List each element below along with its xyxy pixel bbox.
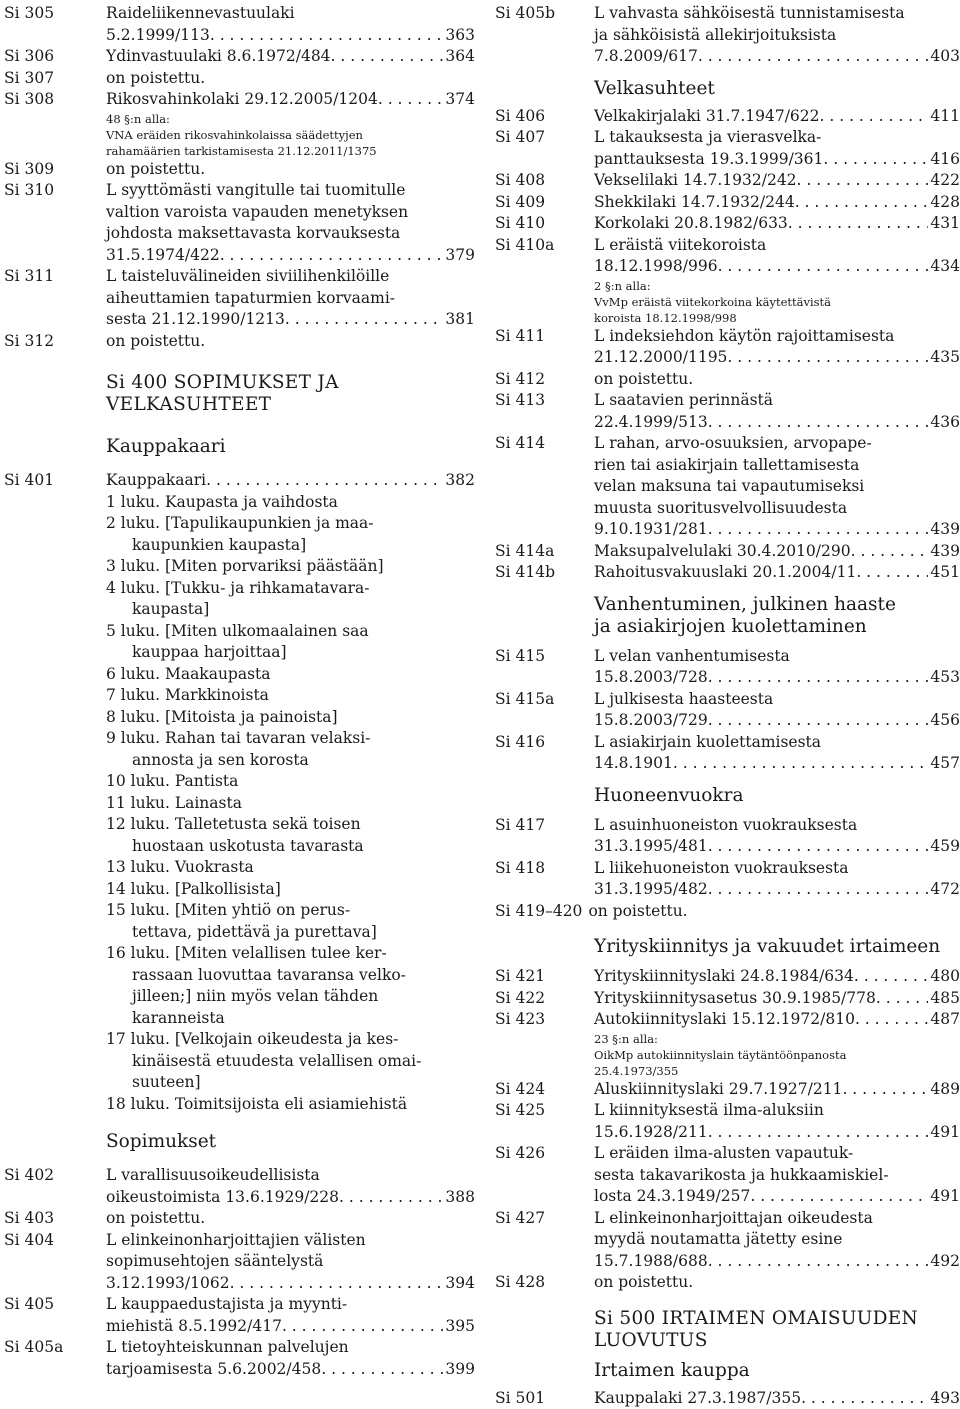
entry-title: valtion varoista vapauden menetyksen — [106, 202, 475, 224]
chapter-line: kinäisestä etuudesta velallisen omai- — [106, 1051, 475, 1073]
entry-code: Si 312 — [0, 331, 106, 353]
entry-si-426 — [495, 1143, 960, 1208]
entry-si-311 — [0, 266, 475, 331]
chapter-line: 4 luku. [Tukku- ja rihkamatavara- — [106, 578, 475, 600]
entry-code: Si 404 — [0, 1230, 106, 1295]
entry-date: 14.8.1901 — [594, 753, 673, 775]
entry-si-425 — [495, 1100, 960, 1143]
entry-date: 15.8.2003/728 — [594, 667, 708, 689]
entry-title: L taisteluvälineiden siviilihenkilöille — [106, 266, 475, 288]
chapter-line: 15 luku. [Miten yhtiö on perus- — [106, 900, 475, 922]
entry-code: Si 428 — [495, 1272, 594, 1294]
page-number[interactable]: 394 — [443, 1273, 475, 1295]
entry-title: Velkakirjalaki 31.7.1947/622 — [594, 106, 820, 128]
entry-title: johdosta maksettavasta korvauksesta — [106, 223, 475, 245]
entry-title: on poistettu. — [106, 331, 475, 353]
chapter-item — [106, 621, 475, 664]
entry-title: velan maksuna tai vapautumiseksi — [594, 476, 960, 498]
entry-si-310 — [0, 180, 475, 266]
page-number[interactable]: 435 — [928, 347, 960, 369]
chapter-item — [106, 814, 475, 857]
entry-title: on poistettu. — [106, 68, 475, 90]
entry-code: Si 414a — [495, 541, 594, 563]
entry-si-309 — [0, 159, 475, 181]
chapter-item — [106, 857, 475, 879]
entry-date: 15.8.2003/729 — [594, 710, 708, 732]
entry-title: Kauppalaki 27.3.1987/355 — [594, 1388, 801, 1409]
entry-code: Si 417 — [495, 815, 594, 858]
entry-code: Si 416 — [495, 732, 594, 775]
page-number[interactable]: 395 — [443, 1316, 475, 1338]
entry-date: losta 24.3.1949/257 — [594, 1186, 750, 1208]
page-number[interactable]: 456 — [928, 710, 960, 732]
entry-title: L takauksesta ja vierasvelka- — [594, 127, 960, 149]
page-number[interactable]: 374 — [443, 89, 475, 111]
page-number[interactable]: 439 — [928, 519, 960, 541]
chapter-item — [106, 900, 475, 943]
section-heading-si-500 — [594, 1308, 960, 1352]
entry-code: Si 414b — [495, 562, 594, 584]
page-number[interactable]: 491 — [928, 1186, 960, 1208]
entry-note: VvMp eräistä viitekorkoina käytettävistä — [594, 294, 960, 310]
subheading-yrityskiinnitys: Yrityskiinnitys ja vakuudet irtaimeen — [594, 936, 960, 958]
page-number[interactable]: 459 — [928, 836, 960, 858]
page-number[interactable]: 431 — [928, 213, 960, 235]
entry-si-415 — [495, 646, 960, 689]
entry-code: Si 501 — [495, 1388, 594, 1409]
entry-si-405a — [0, 1337, 475, 1380]
entry-si-424 — [495, 1079, 960, 1101]
page-number[interactable]: 436 — [928, 412, 960, 434]
entry-title: Vekselilaki 14.7.1932/242 — [594, 170, 797, 192]
entry-code: Si 412 — [495, 369, 594, 391]
entry-note: 48 §:n alla: — [106, 111, 475, 127]
entry-date: panttauksesta 19.3.1999/361 — [594, 149, 823, 171]
entry-title: Shekkilaki 14.7.1932/244 — [594, 192, 795, 214]
entry-code: Si 426 — [495, 1143, 594, 1208]
entry-date: 31.3.1995/481 — [594, 836, 708, 858]
entry-code: Si 410 — [495, 213, 594, 235]
entry-si-422 — [495, 988, 960, 1010]
entry-title: L syyttömästi vangitulle tai tuomitulle — [106, 180, 475, 202]
entry-title: Kauppakaari — [106, 470, 206, 492]
entry-si-418 — [495, 858, 960, 901]
entry-si-307 — [0, 68, 475, 90]
page-number[interactable]: 493 — [928, 1388, 960, 1409]
entry-si-427 — [495, 1208, 960, 1273]
page-number[interactable]: 434 — [928, 256, 960, 278]
entry-date: 15.6.1928/211 — [594, 1122, 708, 1144]
entry-code: Si 405 — [0, 1294, 106, 1337]
page-number[interactable]: 422 — [928, 170, 960, 192]
section-heading-line: Si 500 IRTAIMEN OMAISUUDEN — [594, 1308, 960, 1330]
chapter-line: 11 luku. Lainasta — [106, 793, 475, 815]
entry-code: Si 410a — [495, 235, 594, 326]
entry-title: L rahan, arvo-osuuksien, arvopape- — [594, 433, 960, 455]
entry-date: tarjoamisesta 5.6.2002/458 — [106, 1359, 321, 1381]
entry-title: sopimusehtojen sääntelystä — [106, 1251, 475, 1273]
entry-title: L liikehuoneiston vuokrauksesta — [594, 858, 960, 880]
entry-code: Si 424 — [495, 1079, 594, 1101]
entry-si-414a — [495, 541, 960, 563]
entry-title: Maksupalvelulaki 30.4.2010/290 — [594, 541, 851, 563]
subheading-irtaimen-kauppa: Irtaimen kauppa — [594, 1360, 960, 1382]
page-number[interactable]: 457 — [928, 753, 960, 775]
entry-code: Si 415a — [495, 689, 594, 732]
entry-title: Aluskiinnityslaki 29.7.1927/211 — [594, 1079, 842, 1101]
entry-title: Rahoitusvakuuslaki 20.1.2004/11 — [594, 562, 856, 584]
right-column — [495, 0, 960, 1409]
entry-date: 31.5.1974/422 — [106, 245, 220, 267]
entry-code: Si 310 — [0, 180, 106, 266]
chapter-line: 5 luku. [Miten ulkomaalainen saa — [106, 621, 475, 643]
entry-si-406 — [495, 106, 960, 128]
chapter-item — [106, 513, 475, 556]
subheading-line: ja asiakirjojen kuolettaminen — [594, 616, 960, 638]
entry-si-411 — [495, 326, 960, 369]
chapter-line: tettava, pidettävä ja purettava] — [106, 922, 475, 944]
entry-code: Si 422 — [495, 988, 594, 1010]
page-number[interactable]: 451 — [928, 562, 960, 584]
entry-si-401 — [0, 470, 475, 1115]
page-number[interactable]: 439 — [928, 541, 960, 563]
entry-code: Si 308 — [0, 89, 106, 159]
chapter-item — [106, 1029, 475, 1094]
entry-code: Si 403 — [0, 1208, 106, 1230]
chapter-line: 9 luku. Rahan tai tavaran velaksi- — [106, 728, 475, 750]
page-number[interactable]: 363 — [443, 25, 475, 47]
chapter-line: jilleen;] niin myös velan tähden — [106, 986, 475, 1008]
entry-date: 15.7.1988/688 — [594, 1251, 708, 1273]
entry-note: rahamäärien tarkistamisesta 21.12.2011/1375 — [106, 143, 475, 159]
entry-si-407 — [495, 127, 960, 170]
entry-title: ja sähköisistä allekirjoituksista — [594, 25, 960, 47]
chapter-item — [106, 707, 475, 729]
entry-si-414 — [495, 433, 960, 541]
entry-si-415a — [495, 689, 960, 732]
left-column — [0, 0, 475, 1380]
entry-date: 3.12.1993/1062 — [106, 1273, 230, 1295]
entry-si-413 — [495, 390, 960, 433]
entry-code: Si 413 — [495, 390, 594, 433]
entry-code: Si 423 — [495, 1009, 594, 1079]
page-number[interactable]: 472 — [928, 879, 960, 901]
entry-title: L elinkeinonharjoittajan oikeudesta — [594, 1208, 960, 1230]
chapter-line: huostaan uskotusta tavarasta — [106, 836, 475, 858]
entry-date: oikeustoimista 13.6.1929/228 — [106, 1187, 339, 1209]
chapter-line: kaupunkien kaupasta] — [106, 535, 475, 557]
chapter-line: suuteen] — [106, 1072, 475, 1094]
entry-note: VNA eräiden rikosvahinkolaissa säädettyjen — [106, 127, 475, 143]
chapter-item — [106, 879, 475, 901]
entry-title: sesta takavarikosta ja hukkaamiskiel- — [594, 1165, 960, 1187]
entry-code: Si 409 — [495, 192, 594, 214]
chapter-item — [106, 943, 475, 1029]
section-heading-line: LUOVUTUS — [594, 1330, 960, 1352]
entry-code: Si 419–420 — [495, 901, 588, 923]
entry-title: on poistettu. — [106, 159, 475, 181]
entry-code: Si 405b — [495, 3, 594, 68]
entry-date: 18.12.1998/996 — [594, 256, 718, 278]
entry-title: on poistettu. — [588, 901, 960, 923]
entry-date: 21.12.2000/1195 — [594, 347, 727, 369]
entry-code: Si 306 — [0, 46, 106, 68]
entry-date: miehistä 8.5.1992/417 — [106, 1316, 282, 1338]
chapter-item — [106, 728, 475, 771]
entry-si-414b — [495, 562, 960, 584]
entry-title: Raideliikennevastuulaki — [106, 3, 475, 25]
chapter-item — [106, 771, 475, 793]
section-heading-line: Si 400 SOPIMUKSET JA — [106, 372, 475, 394]
entry-si-410 — [495, 213, 960, 235]
entry-note: koroista 18.12.1998/998 — [594, 310, 960, 326]
entry-date: 5.2.1999/113 — [106, 25, 210, 47]
entry-title: Ydinvastuulaki 8.6.1972/484 — [106, 46, 331, 68]
entry-si-412 — [495, 369, 960, 391]
page-number[interactable]: 379 — [443, 245, 475, 267]
entry-code: Si 425 — [495, 1100, 594, 1143]
entry-si-501 — [495, 1388, 960, 1409]
entry-title: L vahvasta sähköisestä tunnistamisesta — [594, 3, 960, 25]
subheading-velkasuhteet: Velkasuhteet — [594, 78, 960, 100]
subheading-kauppakaari: Kauppakaari — [106, 436, 475, 458]
entry-date: 22.4.1999/513 — [594, 412, 708, 434]
entry-title: Yrityskiinnitysasetus 30.9.1985/778 — [594, 988, 876, 1010]
entry-code: Si 418 — [495, 858, 594, 901]
entry-si-419-420 — [495, 901, 960, 923]
entry-date: 7.8.2009/617 — [594, 46, 698, 68]
section-heading-line: VELKASUHTEET — [106, 394, 475, 416]
entry-title: L eräiden ilma-alusten vapautuk- — [594, 1143, 960, 1165]
page-number[interactable]: 416 — [928, 149, 960, 171]
chapter-item — [106, 793, 475, 815]
entry-si-410a — [495, 235, 960, 326]
entry-note: 23 §:n alla: — [594, 1031, 960, 1047]
section-heading-si-400 — [106, 372, 475, 416]
entry-si-305 — [0, 3, 475, 46]
chapter-line: annosta ja sen korosta — [106, 750, 475, 772]
entry-code: Si 305 — [0, 3, 106, 46]
chapter-item — [106, 664, 475, 686]
entry-title: L kiinnityksestä ilma-aluksiin — [594, 1100, 960, 1122]
chapter-line: 18 luku. Toimitsijoista eli asiamiehistä — [106, 1094, 475, 1116]
page-number[interactable]: 491 — [928, 1122, 960, 1144]
entry-title: L saatavien perinnästä — [594, 390, 960, 412]
page-number[interactable]: 399 — [443, 1359, 475, 1381]
page-number[interactable]: 489 — [928, 1079, 960, 1101]
entry-si-408 — [495, 170, 960, 192]
entry-code: Si 402 — [0, 1165, 106, 1208]
entry-title: L eräistä viitekoroista — [594, 235, 960, 257]
entry-code: Si 309 — [0, 159, 106, 181]
chapter-line: 17 luku. [Velkojain oikeudesta ja kes- — [106, 1029, 475, 1051]
entry-si-403 — [0, 1208, 475, 1230]
entry-si-308 — [0, 89, 475, 159]
entry-note: 2 §:n alla: — [594, 278, 960, 294]
page-number[interactable]: 364 — [443, 46, 475, 68]
chapter-item — [106, 685, 475, 707]
page-number[interactable]: 403 — [928, 46, 960, 68]
entry-si-404 — [0, 1230, 475, 1295]
entry-code: Si 427 — [495, 1208, 594, 1273]
entry-title: on poistettu. — [106, 1208, 475, 1230]
page-number[interactable]: 388 — [443, 1187, 475, 1209]
page-number[interactable]: 428 — [928, 192, 960, 214]
entry-code: Si 311 — [0, 266, 106, 331]
entry-date: 31.3.1995/482 — [594, 879, 708, 901]
entry-code: Si 408 — [495, 170, 594, 192]
chapter-line: 10 luku. Pantista — [106, 771, 475, 793]
page-number[interactable]: 453 — [928, 667, 960, 689]
entry-title: myydä noutamatta jätetty esine — [594, 1229, 960, 1251]
chapter-line: 3 luku. [Miten porvariksi päästään] — [106, 556, 475, 578]
entry-si-417 — [495, 815, 960, 858]
entry-si-421 — [495, 966, 960, 988]
entry-si-405b — [495, 3, 960, 68]
entry-code: Si 414 — [495, 433, 594, 541]
entry-title: Yrityskiinnityslaki 24.8.1984/634 — [594, 966, 854, 988]
page-number[interactable]: 492 — [928, 1251, 960, 1273]
entry-date: 9.10.1931/281 — [594, 519, 708, 541]
entry-si-428 — [495, 1272, 960, 1294]
chapter-item — [106, 492, 475, 514]
entry-code: Si 307 — [0, 68, 106, 90]
entry-title: L asiakirjain kuolettamisesta — [594, 732, 960, 754]
subheading-sopimukset: Sopimukset — [106, 1131, 475, 1153]
entry-code: Si 405a — [0, 1337, 106, 1380]
entry-code: Si 406 — [495, 106, 594, 128]
page-number[interactable]: 411 — [928, 106, 960, 128]
chapter-line: karanneista — [106, 1008, 475, 1030]
entry-si-409 — [495, 192, 960, 214]
page-number[interactable]: 382 — [443, 470, 475, 492]
entry-title: on poistettu. — [594, 369, 960, 391]
chapter-line: 8 luku. [Mitoista ja painoista] — [106, 707, 475, 729]
chapter-line: 6 luku. Maakaupasta — [106, 664, 475, 686]
chapter-line: kaupasta] — [106, 599, 475, 621]
entry-title: L julkisesta haasteesta — [594, 689, 960, 711]
entry-title: rien tai asiakirjain tallettamisesta — [594, 455, 960, 477]
entry-si-312 — [0, 331, 475, 353]
page-number[interactable]: 487 — [928, 1009, 960, 1031]
entry-date: sesta 21.12.1990/1213 — [106, 309, 285, 331]
entry-si-306 — [0, 46, 475, 68]
chapter-item — [106, 1094, 475, 1116]
entry-title: L indeksiehdon käytön rajoittamisesta — [594, 326, 960, 348]
entry-si-402 — [0, 1165, 475, 1208]
chapter-line: 13 luku. Vuokrasta — [106, 857, 475, 879]
entry-title: L velan vanhentumisesta — [594, 646, 960, 668]
entry-title: on poistettu. — [594, 1272, 960, 1294]
entry-title: L tietoyhteiskunnan palvelujen — [106, 1337, 475, 1359]
subheading-huoneenvuokra: Huoneenvuokra — [594, 785, 960, 807]
entry-title: Rikosvahinkolaki 29.12.2005/1204 — [106, 89, 378, 111]
page-number[interactable]: 485 — [928, 988, 960, 1010]
entry-si-405 — [0, 1294, 475, 1337]
entry-title: Korkolaki 20.8.1982/633 — [594, 213, 788, 235]
chapter-line: rassaan luovuttaa tavaransa velko- — [106, 965, 475, 987]
entry-title: L elinkeinonharjoittajien välisten — [106, 1230, 475, 1252]
entry-code: Si 421 — [495, 966, 594, 988]
chapter-line: 12 luku. Talletetusta sekä toisen — [106, 814, 475, 836]
entry-title: muusta suoritusvelvollisuudesta — [594, 498, 960, 520]
entry-title: aiheuttamien tapaturmien korvaami- — [106, 288, 475, 310]
entry-title: L kauppaedustajista ja myynti- — [106, 1294, 475, 1316]
page-number[interactable]: 381 — [443, 309, 475, 331]
subheading-vanhentuminen — [594, 594, 960, 638]
entry-code: Si 411 — [495, 326, 594, 369]
subheading-line: Vanhentuminen, julkinen haaste — [594, 594, 960, 616]
chapter-line: kauppaa harjoittaa] — [106, 642, 475, 664]
entry-code: Si 407 — [495, 127, 594, 170]
chapter-line: 7 luku. Markkinoista — [106, 685, 475, 707]
chapter-line: 2 luku. [Tapulikaupunkien ja maa- — [106, 513, 475, 535]
chapter-line: 14 luku. [Palkollisista] — [106, 879, 475, 901]
chapter-line: 1 luku. Kaupasta ja vaihdosta — [106, 492, 475, 514]
entry-title: L asuinhuoneiston vuokrauksesta — [594, 815, 960, 837]
entry-title: L varallisuusoikeudellisista — [106, 1165, 475, 1187]
chapter-item — [106, 578, 475, 621]
entry-code: Si 415 — [495, 646, 594, 689]
entry-si-416 — [495, 732, 960, 775]
chapter-line: 16 luku. [Miten velallisen tulee ker- — [106, 943, 475, 965]
entry-note: 25.4.1973/355 — [594, 1063, 960, 1079]
entry-code: Si 401 — [0, 470, 106, 1115]
entry-note: OikMp autokiinnityslain täytäntöönpanosta — [594, 1047, 960, 1063]
page-number[interactable]: 480 — [928, 966, 960, 988]
chapter-item — [106, 556, 475, 578]
entry-si-423 — [495, 1009, 960, 1079]
entry-title: Autokiinnityslaki 15.12.1972/810 — [594, 1009, 855, 1031]
